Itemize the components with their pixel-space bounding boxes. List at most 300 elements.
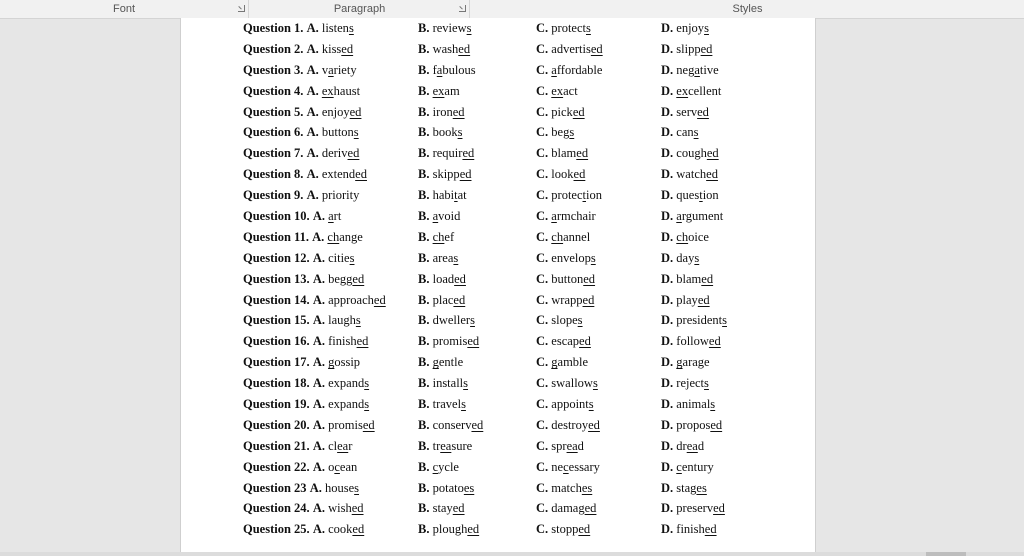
word-suffix: void (438, 209, 461, 224)
option-b (418, 122, 462, 143)
word-prefix: wish (328, 501, 352, 516)
underlined-part: ed (467, 522, 480, 537)
underlined-part: ch (432, 229, 445, 244)
option-letter: A. (306, 125, 319, 140)
document-page[interactable] (180, 18, 816, 556)
underlined-part: ex (676, 83, 689, 98)
underlined-part: ch (551, 229, 564, 244)
underlined-part: ed (362, 417, 375, 432)
option-a (243, 394, 369, 415)
option-b (418, 457, 459, 478)
option-letter: D. (661, 271, 674, 286)
underlined-part: ed (341, 41, 354, 56)
word-prefix: match (551, 480, 582, 495)
option-a (243, 81, 360, 102)
word-prefix: stay (432, 501, 453, 516)
word-suffix: entury (681, 459, 714, 474)
underlined-part: s (461, 397, 466, 412)
word-suffix: ffordable (556, 62, 603, 77)
word-suffix: rgument (681, 209, 724, 224)
underlined-part: s (353, 125, 359, 140)
word-prefix: protec (551, 188, 583, 203)
option-d (661, 290, 710, 311)
word-prefix: book (432, 125, 458, 140)
word-prefix: envelop (551, 250, 591, 265)
question-row (243, 394, 803, 415)
word-suffix: at (457, 188, 467, 203)
option-a (243, 143, 359, 164)
underlined-part: ed (572, 104, 585, 119)
option-letter: D. (661, 62, 674, 77)
option-a (243, 18, 354, 39)
word-prefix: deriv (321, 146, 348, 161)
word-suffix: tive (699, 62, 719, 77)
underlined-part: ed (697, 292, 710, 307)
option-letter: A. (312, 417, 325, 432)
horizontal-scrollbar[interactable] (0, 552, 1024, 556)
question-label: Question 18. (243, 376, 310, 391)
underlined-part: c (334, 459, 340, 474)
word-prefix: dr (676, 438, 687, 453)
underlined-part: s (586, 21, 591, 35)
question-row (243, 18, 803, 39)
option-letter: C. (536, 417, 549, 432)
word-suffix: am (444, 83, 460, 98)
option-letter: D. (661, 397, 674, 412)
word-suffix: haust (333, 83, 361, 98)
question-row (243, 81, 803, 102)
underlined-part: ex (551, 83, 564, 98)
option-d (661, 206, 723, 227)
font-group-label: Font (112, 3, 135, 15)
option-letter: C. (536, 83, 549, 98)
option-c (536, 478, 592, 499)
question-label: Question 2. (243, 41, 304, 56)
underlined-part: s (569, 125, 575, 140)
word-suffix: d (577, 438, 584, 453)
underlined-part: s (577, 313, 583, 328)
word-prefix: kiss (321, 41, 342, 56)
option-letter: A. (312, 522, 325, 537)
underlined-part: ed (590, 41, 603, 56)
question-row (243, 290, 803, 311)
question-row (243, 122, 803, 143)
question-label: Question 6. (243, 125, 304, 140)
underlined-part: ea (440, 438, 452, 453)
option-letter: A. (312, 334, 325, 349)
word-suffix: sure (451, 438, 473, 453)
option-b (418, 143, 474, 164)
word-prefix: damag (551, 501, 585, 516)
word-prefix: cook (328, 522, 353, 537)
word-prefix: conserv (432, 417, 472, 432)
option-letter: A. (306, 83, 319, 98)
underlined-part: a (676, 209, 682, 224)
option-letter: B. (418, 41, 430, 56)
option-letter: D. (661, 125, 674, 140)
question-row (243, 498, 803, 519)
question-label: Question 15. (243, 313, 310, 328)
option-letter: D. (661, 522, 674, 537)
option-letter: A. (312, 271, 325, 286)
question-row (243, 331, 803, 352)
underlined-part: ed (352, 522, 365, 537)
option-b (418, 331, 479, 352)
word-prefix: escap (551, 334, 580, 349)
option-letter: D. (661, 355, 674, 370)
question-row (243, 436, 803, 457)
option-letter: A. (312, 501, 325, 516)
option-c (536, 248, 596, 269)
option-letter: C. (536, 522, 549, 537)
word-prefix: dweller (432, 313, 471, 328)
option-c (536, 394, 594, 415)
option-letter: D. (661, 229, 674, 244)
option-c (536, 227, 590, 248)
word-prefix: house (324, 480, 355, 495)
option-letter: B. (418, 209, 430, 224)
option-a (243, 457, 357, 478)
option-letter: D. (661, 417, 674, 432)
option-b (418, 39, 470, 60)
option-c (536, 415, 600, 436)
option-b (418, 373, 468, 394)
word-suffix: ion (702, 188, 719, 203)
option-letter: D. (661, 480, 674, 495)
option-letter: D. (661, 188, 674, 203)
word-suffix: ossip (334, 355, 361, 370)
underlined-part: ed (454, 271, 466, 286)
word-suffix: rt (333, 209, 342, 224)
option-d (661, 415, 722, 436)
underlined-part: ed (576, 146, 589, 161)
option-letter: A. (312, 250, 325, 265)
word-prefix: potato (432, 480, 464, 495)
word-prefix: cl (328, 438, 338, 453)
word-prefix: president (676, 313, 723, 328)
word-prefix: blam (676, 271, 702, 286)
option-b (418, 290, 465, 311)
option-a (243, 373, 369, 394)
option-c (536, 206, 596, 227)
word-prefix: spr (551, 438, 567, 453)
option-letter: B. (418, 522, 430, 537)
font-group (0, 0, 249, 18)
word-suffix: arage (682, 355, 710, 370)
option-letter: C. (536, 480, 549, 495)
word-prefix: destroy (551, 417, 589, 432)
option-letter: B. (418, 417, 430, 432)
option-letter: D. (661, 313, 674, 328)
option-a (243, 478, 359, 499)
word-prefix: swallow (551, 376, 593, 391)
question-row (243, 415, 803, 436)
option-a (243, 498, 364, 519)
option-letter: A. (306, 62, 319, 77)
styles-group (471, 0, 1024, 18)
option-letter: A. (306, 41, 319, 56)
underlined-part: s (694, 250, 700, 265)
option-a (243, 310, 361, 331)
option-d (661, 310, 727, 331)
option-c (536, 290, 594, 311)
word-prefix: stag (676, 480, 697, 495)
option-d (661, 60, 719, 81)
word-prefix: install (432, 376, 464, 391)
underlined-part: ed (588, 417, 600, 432)
question-row (243, 206, 803, 227)
question-row (243, 310, 803, 331)
option-letter: D. (661, 146, 674, 161)
option-d (661, 164, 718, 185)
option-b (418, 60, 476, 81)
word-prefix: play (676, 292, 698, 307)
horizontal-scrollbar-thumb[interactable] (926, 552, 966, 556)
option-c (536, 331, 591, 352)
underlined-part: s (457, 125, 463, 140)
option-letter: C. (536, 209, 549, 224)
option-letter: C. (536, 438, 549, 453)
option-d (661, 248, 699, 269)
underlined-part: s (364, 376, 370, 391)
option-b (418, 185, 467, 206)
word-suffix: essary (568, 459, 600, 474)
option-d (661, 519, 717, 540)
word-prefix: stopp (551, 522, 579, 537)
option-c (536, 310, 583, 331)
option-letter: A. (312, 459, 325, 474)
option-letter: C. (536, 41, 549, 56)
paragraph-dialog-launcher-icon[interactable] (459, 5, 466, 12)
option-c (536, 18, 591, 39)
option-letter: B. (418, 167, 430, 182)
word-prefix: preserv (676, 501, 714, 516)
option-letter: B. (418, 438, 430, 453)
option-letter: C. (536, 229, 549, 244)
option-b (418, 352, 463, 373)
underlined-part: ed (471, 417, 484, 432)
word-suffix: oice (688, 229, 709, 244)
question-label: Question 1. (243, 21, 304, 35)
option-letter: D. (661, 21, 674, 35)
underlined-part: ed (373, 292, 386, 307)
word-prefix: wrapp (551, 292, 583, 307)
underlined-part: ed (349, 104, 362, 119)
underlined-part: ex (321, 83, 334, 98)
question-row (243, 143, 803, 164)
option-letter: A. (312, 229, 325, 244)
option-letter: D. (661, 104, 674, 119)
question-row (243, 269, 803, 290)
word-prefix: enjoy (321, 104, 350, 119)
word-prefix: finish (328, 334, 357, 349)
option-d (661, 498, 725, 519)
option-a (243, 102, 361, 123)
question-label: Question 10. (243, 209, 310, 224)
underlined-part: a (432, 209, 439, 224)
word-prefix: requir (432, 146, 463, 161)
option-a (243, 352, 360, 373)
option-letter: C. (536, 167, 549, 182)
question-row (243, 352, 803, 373)
option-b (418, 102, 465, 123)
word-prefix: neg (676, 62, 695, 77)
option-a (243, 206, 341, 227)
option-b (418, 310, 475, 331)
underlined-part: ea (566, 438, 578, 453)
option-letter: B. (418, 397, 430, 412)
option-letter: B. (418, 104, 430, 119)
underlined-part: a (694, 62, 700, 77)
underlined-part: s (588, 397, 594, 412)
option-letter: B. (418, 292, 430, 307)
question-row (243, 519, 803, 540)
option-b (418, 394, 466, 415)
underlined-part: s (348, 21, 354, 35)
option-d (661, 457, 714, 478)
word-prefix: begg (328, 271, 353, 286)
word-prefix: v (321, 62, 329, 77)
question-label: Question 8. (243, 167, 304, 182)
underlined-part: ed (462, 146, 475, 161)
word-prefix: promis (432, 334, 468, 349)
option-letter: B. (418, 62, 430, 77)
option-letter: C. (536, 271, 549, 286)
option-letter: A. (312, 397, 325, 412)
option-letter: C. (536, 21, 549, 35)
word-prefix: o (328, 459, 335, 474)
option-d (661, 18, 709, 39)
underlined-part: s (354, 480, 360, 495)
option-d (661, 122, 699, 143)
underlined-part: s (466, 21, 472, 35)
underlined-part: a (436, 62, 443, 77)
option-letter: C. (536, 501, 549, 516)
option-c (536, 498, 596, 519)
option-c (536, 81, 578, 102)
option-c (536, 122, 574, 143)
word-prefix: serv (676, 104, 698, 119)
underlined-part: ed (700, 41, 713, 56)
word-suffix: rmchair (556, 209, 596, 224)
question-label: Question 11. (243, 229, 309, 244)
option-letter: D. (661, 376, 674, 391)
styles-group-label: Styles (732, 3, 763, 15)
question-row (243, 102, 803, 123)
option-d (661, 39, 712, 60)
underlined-part: ch (327, 229, 340, 244)
option-c (536, 185, 602, 206)
word-prefix: beg (551, 125, 570, 140)
option-a (243, 164, 367, 185)
option-b (418, 519, 479, 540)
option-letter: D. (661, 292, 674, 307)
option-d (661, 394, 715, 415)
question-label: Question 22. (243, 459, 310, 474)
option-b (418, 478, 474, 499)
word-suffix: ean (339, 459, 358, 474)
question-label: Question 12. (243, 250, 310, 265)
option-a (243, 227, 363, 248)
word-suffix: ef (444, 229, 455, 244)
option-letter: D. (661, 459, 674, 474)
font-dialog-launcher-icon[interactable] (238, 5, 245, 12)
word-prefix: iron (432, 104, 453, 119)
option-d (661, 373, 709, 394)
option-c (536, 143, 588, 164)
option-b (418, 164, 472, 185)
word-prefix: extend (321, 167, 356, 182)
question-label: Question 14. (243, 292, 310, 307)
option-b (418, 248, 458, 269)
underlined-part: es (696, 480, 707, 495)
option-letter: B. (418, 355, 430, 370)
option-c (536, 519, 590, 540)
underlined-part: s (704, 21, 709, 35)
paragraph-group-label: Paragraph (333, 3, 386, 15)
question-label: Question 17. (243, 355, 310, 370)
option-letter: A. (312, 313, 325, 328)
option-d (661, 269, 713, 290)
option-a (243, 60, 357, 81)
underlined-part: g (432, 355, 439, 370)
option-letter: C. (536, 334, 549, 349)
question-row (243, 60, 803, 81)
underlined-part: ed (458, 41, 471, 56)
underlined-part: ed (583, 271, 596, 286)
option-a (243, 185, 359, 206)
option-letter: D. (661, 209, 674, 224)
word-prefix: skipp (432, 167, 460, 182)
underlined-part: g (551, 355, 558, 370)
underlined-part: ed (356, 334, 369, 349)
word-prefix: priority (321, 188, 360, 203)
option-c (536, 39, 603, 60)
option-letter: C. (536, 292, 549, 307)
question-label: Question 16. (243, 334, 310, 349)
underlined-part: ch (676, 229, 689, 244)
underlined-part: t (582, 188, 586, 203)
option-b (418, 18, 471, 39)
underlined-part: ed (579, 334, 591, 349)
option-a (243, 415, 375, 436)
option-d (661, 352, 710, 373)
word-prefix: appoint (551, 397, 589, 412)
option-letter: C. (536, 376, 549, 391)
underlined-part: ed (351, 501, 364, 516)
word-prefix: f (432, 62, 437, 77)
word-prefix: watch (676, 167, 707, 182)
option-c (536, 60, 602, 81)
underlined-part: es (463, 480, 475, 495)
underlined-part: ed (710, 417, 723, 432)
option-letter: B. (418, 146, 430, 161)
option-letter: A. (306, 104, 319, 119)
option-b (418, 227, 454, 248)
word-suffix: entle (438, 355, 464, 370)
underlined-part: ed (708, 334, 721, 349)
option-letter: A. (312, 209, 325, 224)
question-label: Question 7. (243, 146, 304, 161)
underlined-part: s (470, 313, 475, 328)
option-a (243, 39, 353, 60)
question-row (243, 478, 803, 499)
option-letter: B. (418, 334, 430, 349)
option-letter: B. (418, 271, 430, 286)
option-letter: C. (536, 188, 549, 203)
option-b (418, 269, 466, 290)
option-letter: A. (309, 480, 322, 495)
